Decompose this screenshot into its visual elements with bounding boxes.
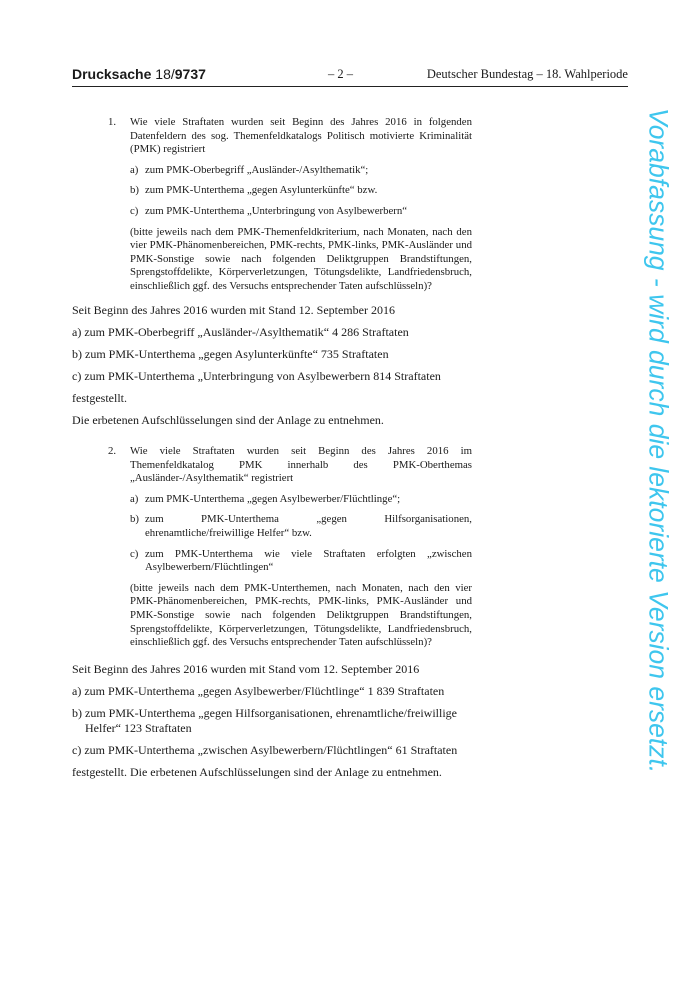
answer-line: c) zum PMK-Unterthema „zwischen Asylbewerbern/Flüchtlingen“ 61 Straftaten	[72, 743, 458, 757]
item-label: a)	[130, 163, 139, 176]
item-text: zum PMK-Unterthema „gegen Asylunterkünfte“ bzw.	[145, 184, 378, 197]
item-label: b)	[130, 184, 139, 197]
question-1	[108, 116, 472, 294]
item-text: zum PMK-Unterthema „gegen Hilfsorganisationen, ehrenamtliche/freiwillige Helfer“ bzw.	[145, 513, 472, 539]
answer-intro: Seit Beginn des Jahres 2016 wurden mit Stand vom 12. September 2016	[72, 662, 420, 676]
doc-number-prefix: 18/	[155, 66, 175, 82]
question-note: (bitte jeweils nach dem PMK-Unterthemen, nach Monaten, nach den vier PMK-Phänomenbereichen, PMK-rechts, PMK-links, PMK-Ausländer und PMK-Sonstige sowie nach folgenden Deliktgruppen Brandstiftungen, Sprengstoffdelikte, Körperverletzungen, Tötungsdelikte, Landfriedensbruch, einschließlich ggf. des Versuchs entsprechender Taten aufschlüsseln)?	[130, 581, 472, 649]
answer-closing: festgestellt.	[72, 391, 127, 405]
answer-line: a) zum PMK-Oberbegriff „Ausländer-/Asylthematik“ 4 286 Straftaten	[72, 325, 409, 339]
question-note: (bitte jeweils nach dem PMK-Themenfeldkriterium, nach Monaten, nach den vier PMK-Phänomenbereichen, PMK-rechts, PMK-links, PMK-Ausländer und PMK-Sonstige sowie nach folgenden Deliktgruppen Brandstiftungen, Sprengstoffdelikte, Körperverletzungen, Tötungsdelikte, Landfriedensbruch, einschließlich ggf. des Versuchs entsprechender Taten aufschlüsseln)?	[130, 225, 472, 292]
answer-line: a) zum PMK-Unterthema „gegen Asylbewerber/Flüchtlinge“ 1 839 Straftaten	[72, 684, 445, 698]
answer-line: b) zum PMK-Unterthema „gegen Asylunterkünfte“ 735 Straftaten	[72, 347, 389, 361]
question-text: Wie viele Straftaten wurden seit Beginn des Jahres 2016 in folgenden Datenfeldern des sog. Themenfeldkatalogs Politisch motivierte Kriminalität (PMK) registriert	[130, 116, 472, 156]
answer-line: b) zum PMK-Unterthema „gegen Hilfsorganisationen, ehrenamtliche/freiwillige Helfer“ 123 Straftaten	[72, 706, 457, 735]
question-item	[130, 493, 472, 507]
answer-intro: Seit Beginn des Jahres 2016 wurden mit Stand 12. September 2016	[72, 303, 395, 317]
item-label: c)	[130, 204, 139, 217]
question-2	[108, 445, 472, 650]
question-item	[130, 513, 472, 540]
question-text: Wie viele Straftaten wurden seit Beginn des Jahres 2016 im Themenfeldkatalog PMK innerhalb des PMK-Oberthemas „Ausländer-/Asylthematik“ registriert	[130, 445, 472, 485]
item-label: c)	[130, 547, 139, 560]
answer-2	[72, 662, 472, 787]
item-text: zum PMK-Unterthema wie viele Straftaten erfolgten „zwischen Asylbewerbern/Flüchtlingen“	[145, 547, 472, 574]
draft-watermark	[638, 108, 678, 908]
question-item	[130, 184, 472, 198]
question-item	[130, 205, 472, 219]
answer-1	[72, 303, 472, 435]
item-text: zum PMK-Unterthema „Unterbringung von Asylbewerbern“	[145, 204, 408, 217]
watermark-text: Vorabfassung - wird durch die lektorierte Version ersetzt.	[643, 108, 674, 774]
item-text: zum PMK-Unterthema „gegen Asylbewerber/Flüchtlinge“;	[145, 492, 401, 505]
page-number: – 2 –	[328, 67, 353, 81]
answer-closing: festgestellt. Die erbetenen Aufschlüsselungen sind der Anlage zu entnehmen.	[72, 765, 442, 779]
doc-label: Drucksache	[72, 66, 152, 82]
document-number	[72, 66, 206, 82]
item-label: a)	[130, 492, 139, 505]
answer-line: c) zum PMK-Unterthema „Unterbringung von Asylbewerbern 814 Straftaten	[72, 369, 441, 383]
question-item	[130, 164, 472, 178]
item-text: zum PMK-Oberbegriff „Ausländer-/Asylthematik“;	[145, 163, 369, 176]
question-number: 1.	[108, 116, 117, 128]
question-number: 2.	[108, 445, 117, 457]
answer-closing: Die erbetenen Aufschlüsselungen sind der Anlage zu entnehmen.	[72, 413, 384, 427]
page-header	[72, 66, 628, 87]
parliament-label: Deutscher Bundestag – 18. Wahlperiode	[426, 67, 628, 81]
item-label: b)	[130, 513, 139, 526]
question-item	[130, 548, 472, 575]
doc-number: 9737	[174, 66, 206, 82]
